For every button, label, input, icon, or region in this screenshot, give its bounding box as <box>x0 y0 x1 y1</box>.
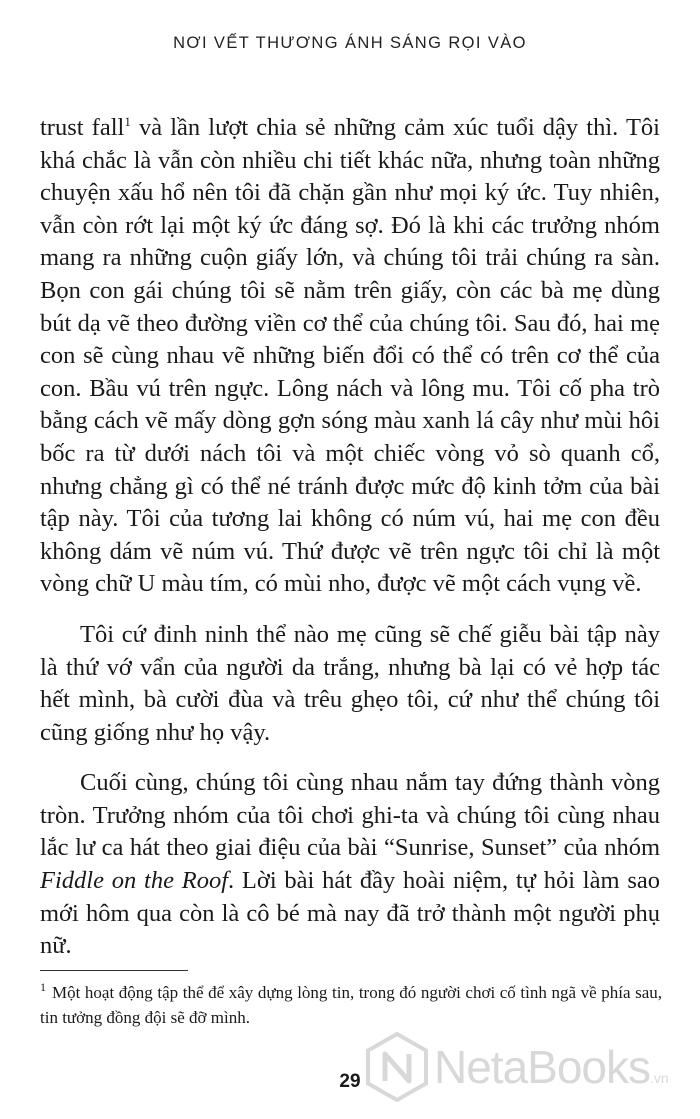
body-text <box>40 112 660 963</box>
footnote <box>40 980 662 1030</box>
page-number: 29 <box>339 1071 361 1092</box>
footnote-divider <box>40 970 188 971</box>
paragraph-3-start: Cuối cùng, chúng tôi cùng nhau nắm tay đứng thành vòng tròn. Trưởng nhóm của tôi chơi ghi-ta và chúng tôi cùng nhau lắc lư ca hát theo giai điệu của bài “Sunrise, Sunset” của nhóm <box>40 769 660 862</box>
footnote-mark: 1 <box>40 980 46 995</box>
paragraph-1 <box>40 112 660 601</box>
paragraph-3-rest: . Lời bài hát đầy hoài niệm, tự hỏi làm sao mới hôm qua còn là cô bé mà nay đã trở thành một người phụ nữ. <box>40 867 660 960</box>
watermark-suffix: .vn <box>650 1070 669 1086</box>
watermark-brand: NetaBooks <box>434 1041 651 1093</box>
paragraph-2: Tôi cứ đinh ninh thể nào mẹ cũng sẽ chế giễu bài tập này là thứ vớ vẩn của người da trắng, nhưng bà lại có vẻ hợp tác hết mình, bà cười đùa và trêu ghẹo tôi, cứ như thể chúng tôi cũng giống như họ vậy. <box>40 620 660 746</box>
paragraph-1-rest: và lần lượt chia sẻ những cảm xúc tuổi dậy thì. Tôi khá chắc là vẫn còn nhiều chi tiết khác nữa, nhưng toàn những chuyện xấu hổ nên tôi đã chặn gần như mọi ký ức. Tuy nhiên, vẫn còn rớt lại một ký ức đáng sợ. Đó là khi các trưởng nhóm mang ra những cuộn giấy lớn, và chúng tôi trải chúng ra sàn. Bọn con gái chúng tôi sẽ nằm trên giấy, còn các bà mẹ dùng bút dạ vẽ theo đường viền cơ thể của chúng tôi. Sau đó, hai mẹ con sẽ cùng nhau vẽ những biến đổi có thể có trên cơ thể của con. Bầu vú trên ngực. Lông nách và lông mu. Tôi cố pha trò bằng cách vẽ mấy dòng gợn sóng màu xanh lá cây như mùi hôi bốc ra từ dưới nách tôi và một chiếc vòng vỏ sò quanh cổ, nhưng chẳng gì có thể né tránh được mức độ kinh tởm của bài tập này. Tôi của tương lai không có núm vú, hai mẹ con đều không dám vẽ núm vú. Thứ được vẽ trên ngực tôi chỉ là một vòng chữ U màu tím, có mùi nho, được vẽ một cách vụng về. <box>40 114 660 598</box>
paragraph-3 <box>40 767 660 963</box>
footnote-text: Một hoạt động tập thể để xây dựng lòng tin, trong đó người chơi cố tình ngã về phía sau, tin tưởng đồng đội sẽ đỡ mình. <box>40 983 662 1027</box>
footnote-reference: 1 <box>124 113 131 129</box>
running-header: NƠI VẾT THƯƠNG ÁNH SÁNG RỌI VÀO <box>173 34 527 52</box>
paragraph-3-italic-title: Fiddle on the Roof <box>40 867 228 895</box>
paragraph-1-start: trust fall <box>40 114 125 141</box>
watermark <box>364 1027 694 1107</box>
